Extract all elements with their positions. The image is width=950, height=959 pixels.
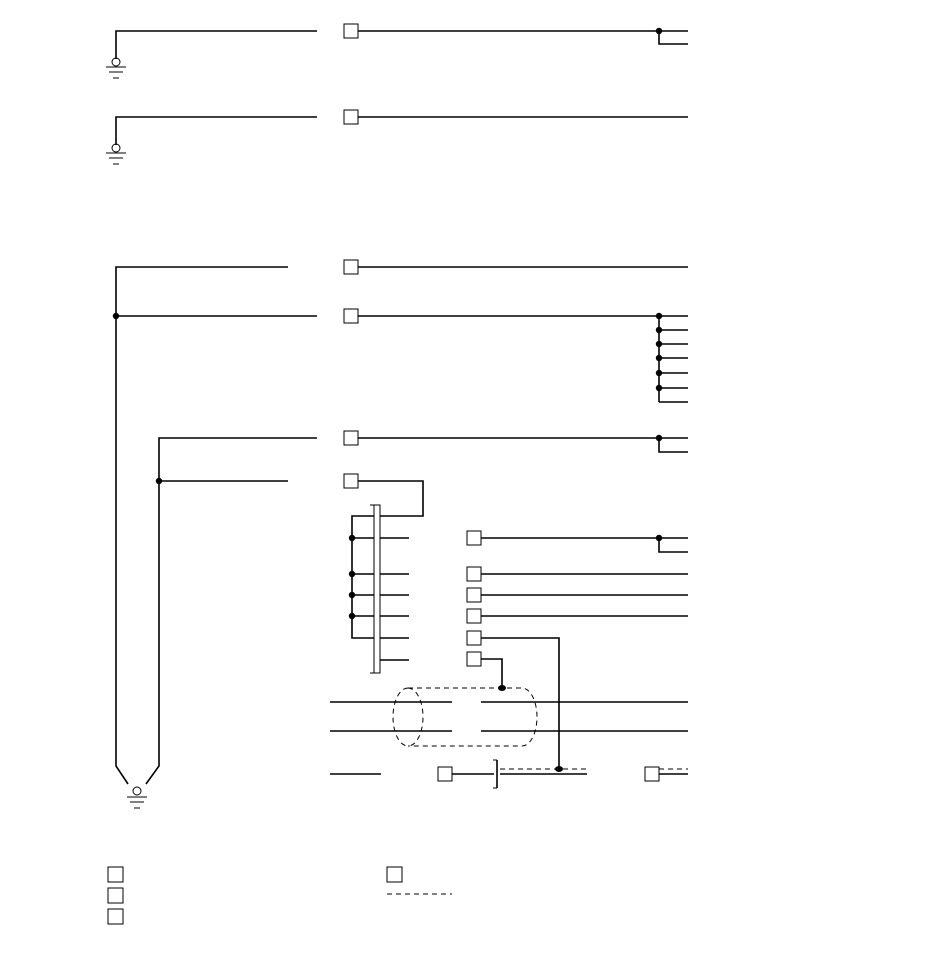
terminal-box [344, 474, 358, 488]
terminal-box [467, 567, 481, 581]
ground-wire-2 [106, 117, 317, 164]
terminal-box [467, 652, 481, 666]
terminal-box [344, 24, 358, 38]
left-wire-tree [113, 267, 317, 808]
legend [108, 867, 452, 924]
ground-wire-1 [106, 31, 317, 78]
ground-symbol-icon [106, 58, 126, 78]
terminal-box [344, 309, 358, 323]
splice-bus [656, 313, 688, 402]
terminal-box [645, 767, 659, 781]
terminal-box [467, 588, 481, 602]
ground-symbol-icon [106, 144, 126, 164]
terminal-box [467, 631, 481, 645]
terminal-box [438, 767, 452, 781]
terminal-box [467, 609, 481, 623]
legend-box [108, 888, 123, 903]
legend-box [108, 867, 123, 882]
connector-block [349, 505, 409, 673]
shielded-cable [330, 685, 688, 746]
terminal-box [467, 531, 481, 545]
terminal-box [344, 260, 358, 274]
legend-box [108, 909, 123, 924]
legend-box [387, 867, 402, 882]
terminal-box [344, 431, 358, 445]
ground-symbol-icon [127, 787, 147, 808]
terminal-box [344, 110, 358, 124]
